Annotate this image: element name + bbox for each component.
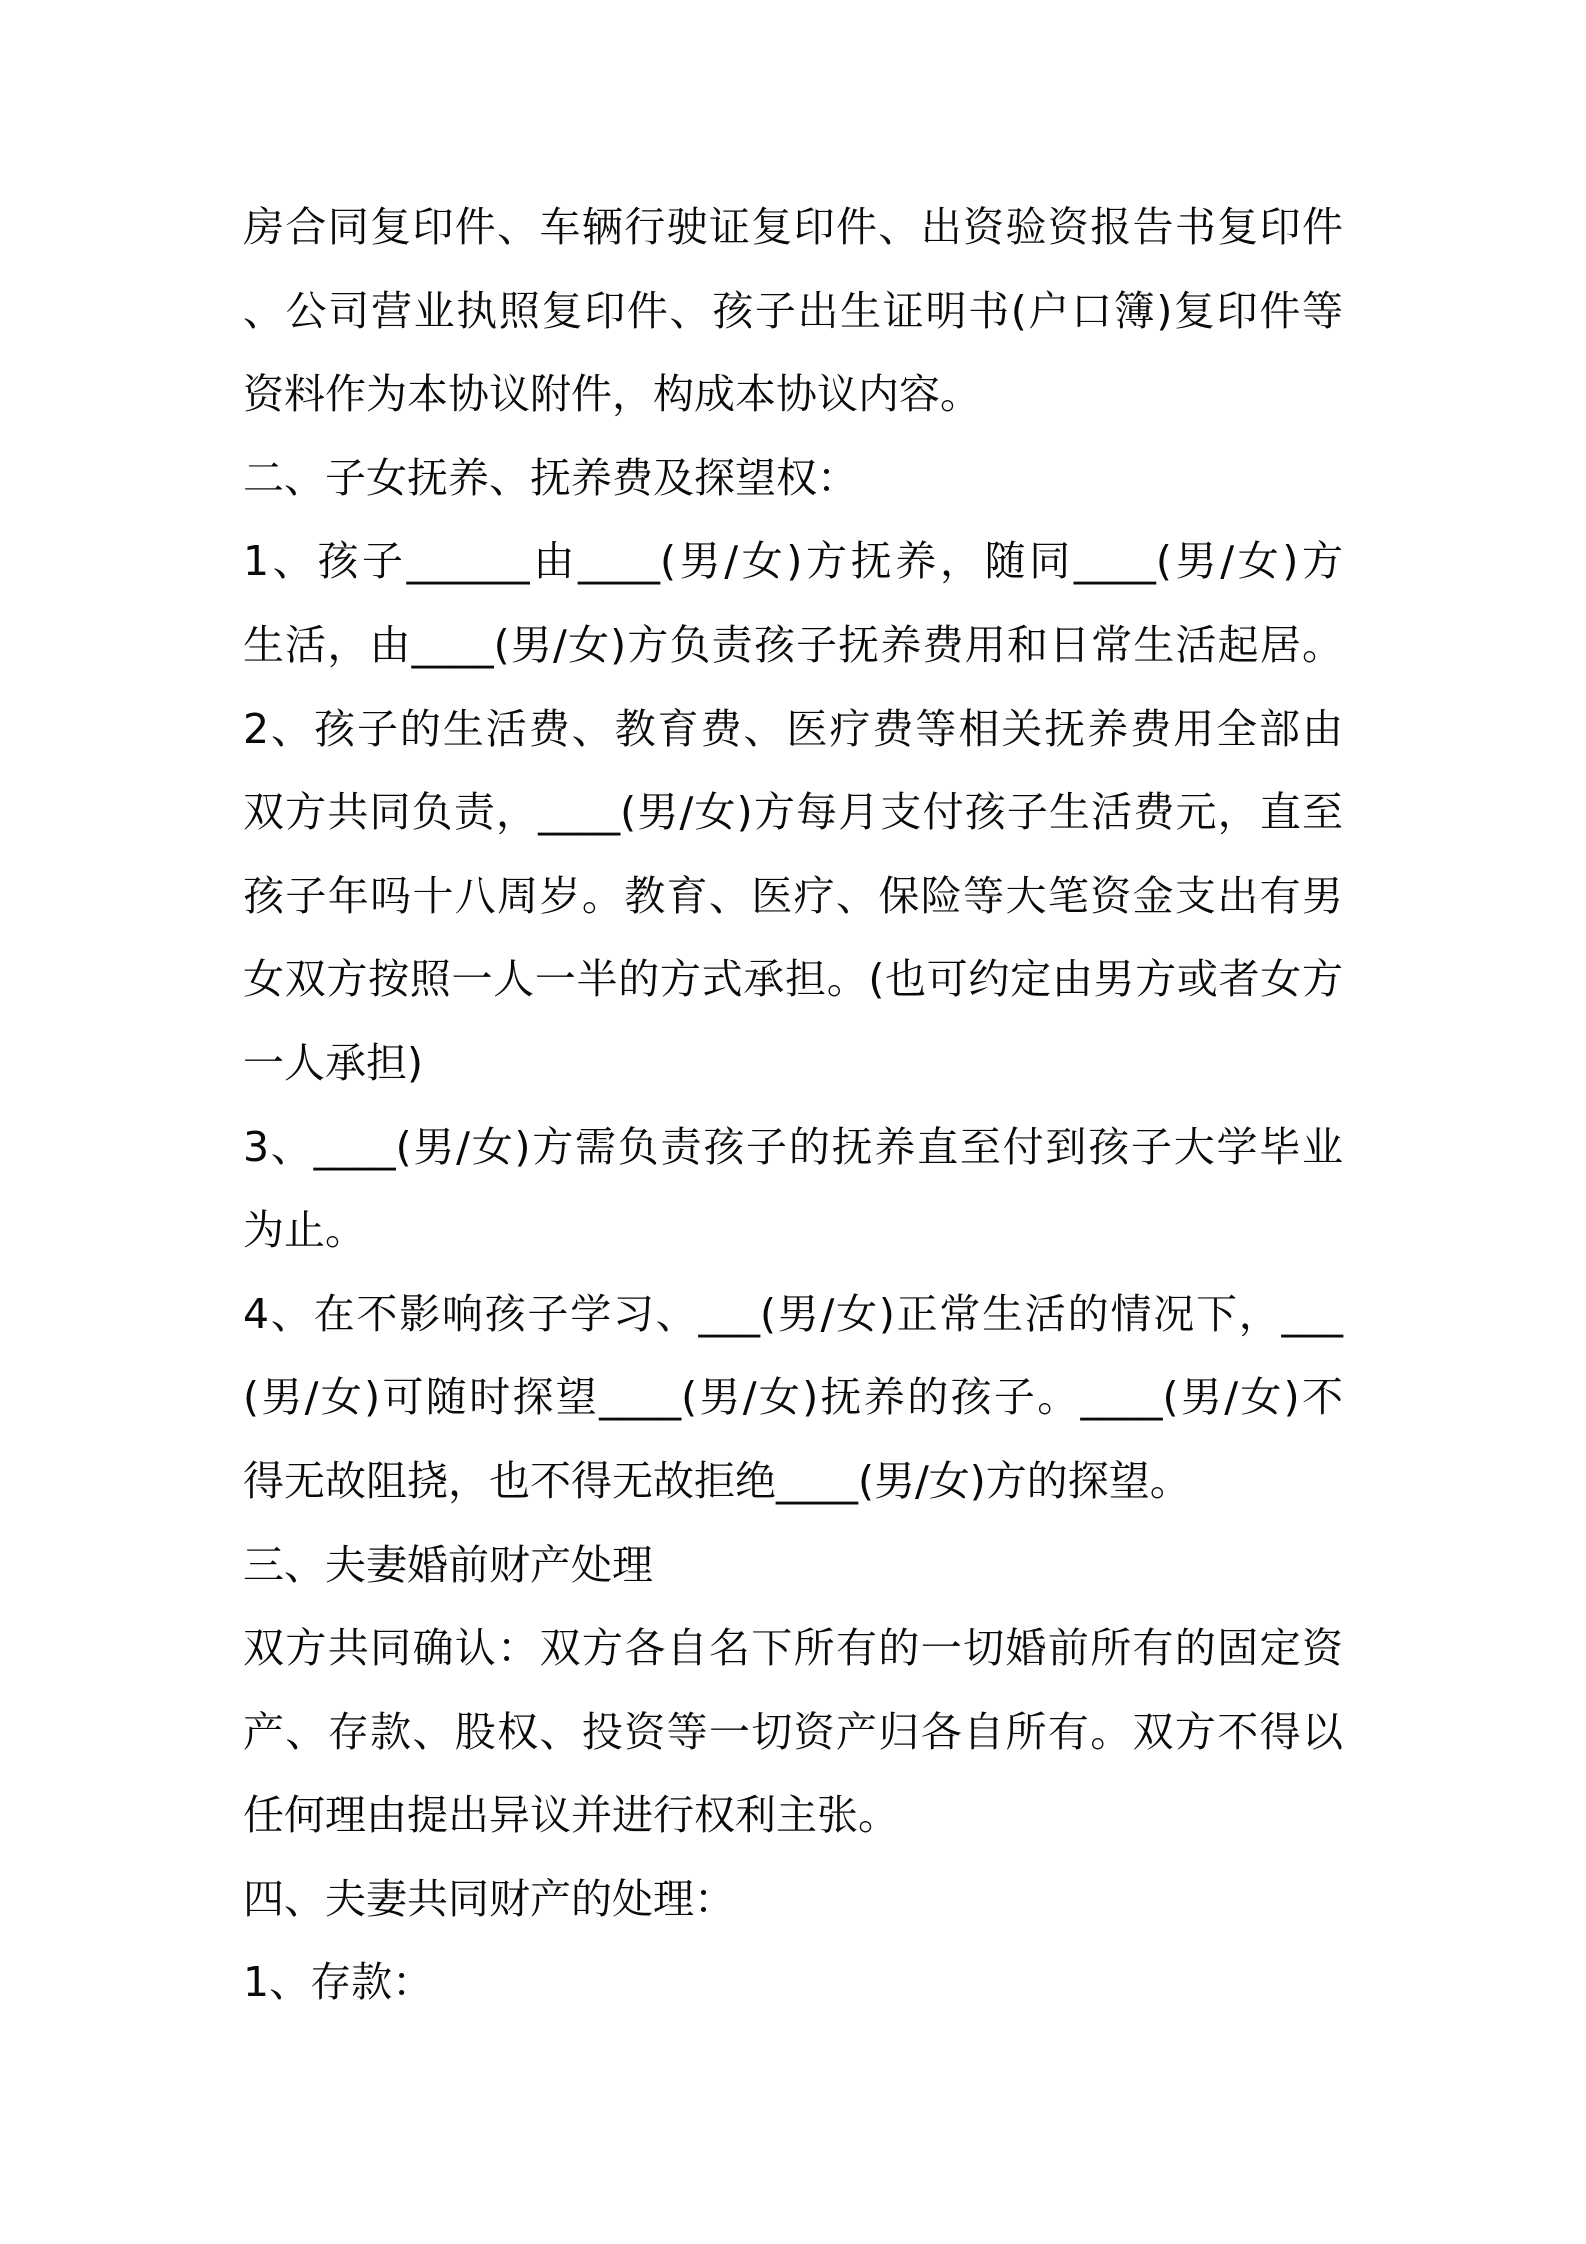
document-body: [243, 186, 1343, 2025]
section-heading: 四、夫妻共同财产的处理：: [243, 1874, 735, 1923]
text-line: 双方共同负责，____(男/女)方每月支付孩子生活费元，直至: [243, 788, 1343, 837]
text-line: 资料作为本协议附件，构成本协议内容。: [243, 370, 981, 419]
text-line: 房合同复印件、车辆行驶证复印件、出资验资报告书复印件: [243, 203, 1343, 251]
section-heading: 二、子女抚养、抚养费及探望权：: [243, 453, 858, 502]
text-line: 、公司营业执照复印件、孩子出生证明书(户口簿)复印件等: [243, 286, 1343, 335]
text-line: 女双方按照一人一半的方式承担。(也可约定由男方或者女方: [243, 955, 1343, 1004]
text-line: 双方共同确认：双方各自名下所有的一切婚前所有的固定资: [243, 1624, 1343, 1673]
text-line: 3、____(男/女)方需负责孩子的抚养直至付到孩子大学毕业: [243, 1122, 1343, 1171]
section-heading: 三、夫妻婚前财产处理: [243, 1540, 653, 1589]
text-line: 产、存款、股权、投资等一切资产归各自所有。双方不得以: [243, 1707, 1343, 1756]
text-line: 生活，由____(男/女)方负责孩子抚养费用和日常生活起居。: [243, 620, 1343, 669]
text-line: 孩子年吗十八周岁。教育、医疗、保险等大笔资金支出有男: [243, 871, 1343, 920]
text-line: 一人承担): [243, 1038, 423, 1087]
text-line: 任何理由提出异议并进行权利主张。: [243, 1791, 899, 1840]
text-line: 1、孩子______由____(男/女)方抚养，随同____(男/女)方: [243, 537, 1343, 586]
text-line: 4、在不影响孩子学习、___(男/女)正常生活的情况下，___: [243, 1289, 1343, 1338]
text-line: 2、孩子的生活费、教育费、医疗费等相关抚养费用全部由: [243, 704, 1343, 753]
text-line: 1、存款：: [243, 1958, 434, 2007]
text-line: 得无故阻挠，也不得无故拒绝____(男/女)方的探望。: [243, 1456, 1191, 1505]
text-line: 为止。: [243, 1206, 366, 1255]
text-line: (男/女)可随时探望____(男/女)抚养的孩子。____(男/女)不: [243, 1373, 1343, 1422]
